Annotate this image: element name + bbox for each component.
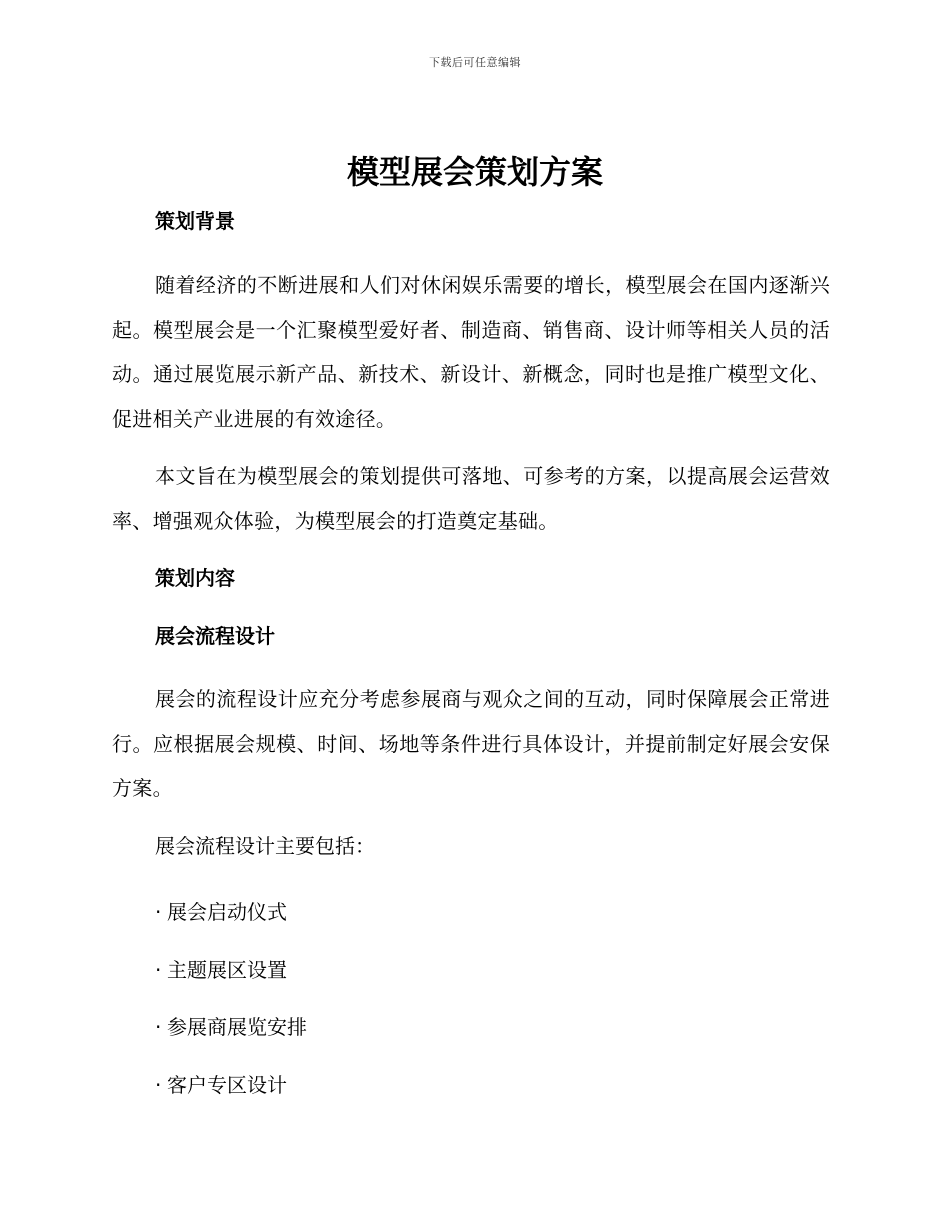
heading-background: 策划背景 xyxy=(155,209,235,233)
paragraph-background-1: 随着经济的不断进展和人们对休闲娱乐需要的增长，模型展会在国内逐渐兴起。模型展会是一个汇聚模型爱好者、制造商、销售商、设计师等相关人员的活动。通过展览展示新产品、新技术、新设计、新概念，同时也是推广模型文化、促进相关产业进展的有效途径。 xyxy=(112,273,830,431)
bullet-mark: · xyxy=(155,899,162,924)
list-item-text: 参展商展览安排 xyxy=(167,1014,307,1039)
bullet-mark: · xyxy=(155,1072,162,1097)
heading-content: 策划内容 xyxy=(155,566,235,590)
paragraph-background-2: 本文旨在为模型展会的策划提供可落地、可参考的方案，以提高展会运营效率、增强观众体验，为模型展会的打造奠定基础。 xyxy=(112,464,830,533)
list-item-text: 客户专区设计 xyxy=(167,1072,287,1097)
bullet-mark: · xyxy=(155,1014,162,1039)
list-item xyxy=(112,896,830,928)
list-item xyxy=(112,1011,830,1043)
header-note: 下载后可任意编辑 xyxy=(429,56,521,69)
heading-flow-design: 展会流程设计 xyxy=(155,624,275,648)
list-item xyxy=(112,954,830,986)
list-item-text: 主题展区设置 xyxy=(167,957,287,982)
document-title: 模型展会策划方案 xyxy=(346,153,603,191)
paragraph-flow-intro: 展会流程设计主要包括： xyxy=(155,833,375,858)
list-item-text: 展会启动仪式 xyxy=(167,899,287,924)
bullet-mark: · xyxy=(155,957,162,982)
list-item xyxy=(112,1069,830,1101)
document-body xyxy=(112,205,830,1101)
paragraph-flow-1: 展会的流程设计应充分考虑参展商与观众之间的互动，同时保障展会正常进行。应根据展会规模、时间、场地等条件进行具体设计，并提前制定好展会安保方案。 xyxy=(112,687,830,800)
